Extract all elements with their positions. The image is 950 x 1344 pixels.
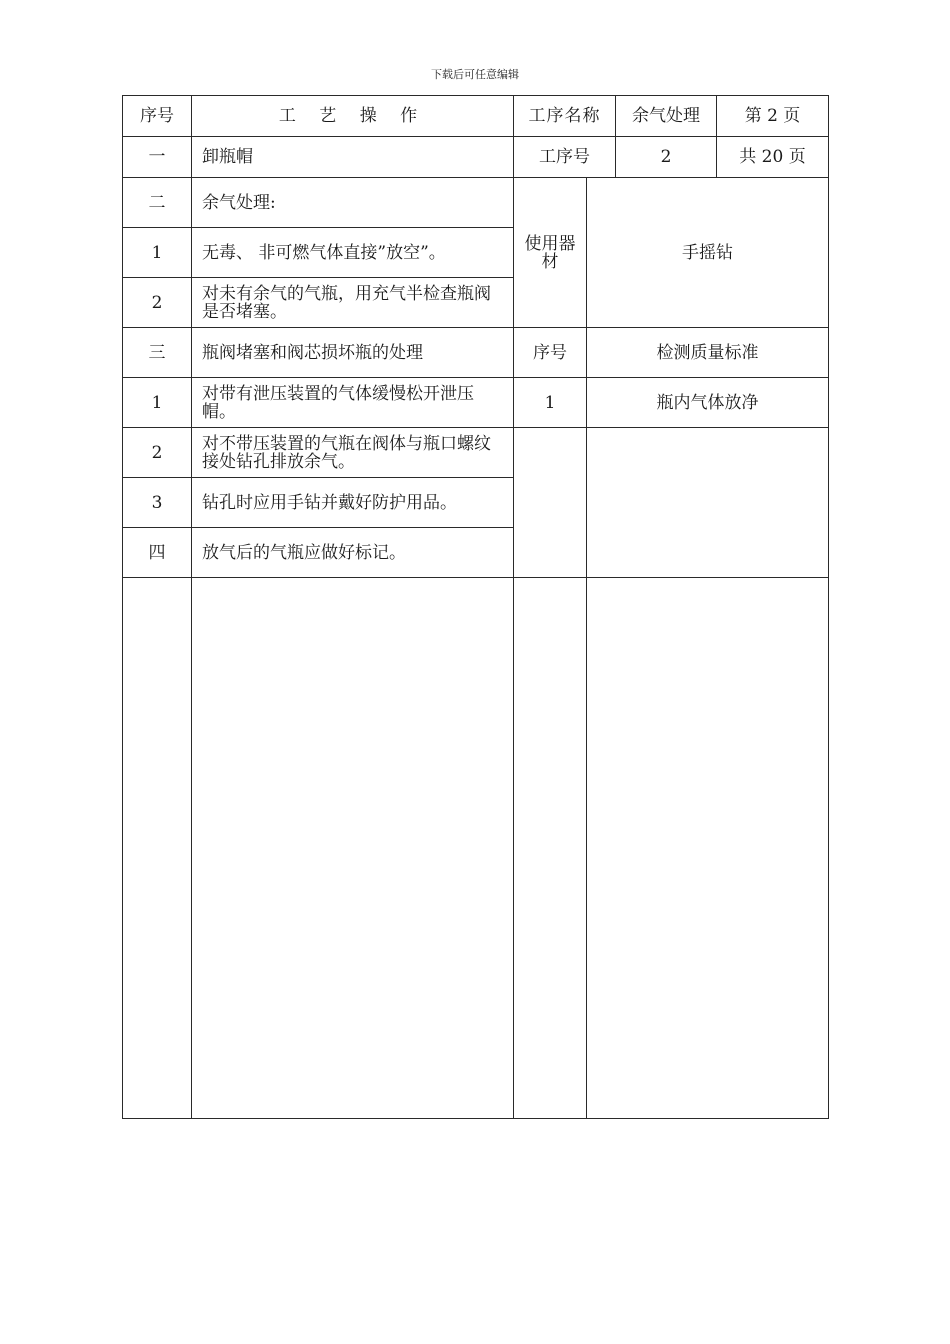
row-text: 无毒、 非可燃气体直接”放空”。 [192,228,514,278]
process-card-table [122,95,829,1119]
table-row [123,428,829,478]
row-text: 对带有泄压装置的气体缓慢松开泄压帽。 [192,378,514,428]
table-row [123,328,829,378]
blank-cell [192,578,514,1119]
blank-cell [587,578,829,1119]
blank-cell [123,578,192,1119]
row-seq: 二 [123,178,192,228]
row-seq: 一 [123,137,192,178]
row-seq: 3 [123,478,192,528]
row-seq: 2 [123,428,192,478]
process-no-label: 工序号 [514,137,616,178]
equipment-value: 手摇钻 [587,178,829,328]
quality-empty-value-cell [587,428,829,578]
equipment-label [514,178,587,328]
row-seq: 1 [123,378,192,428]
quality-seq-label: 序号 [514,328,587,378]
row-seq: 四 [123,528,192,578]
row-seq: 2 [123,278,192,328]
row-text: 卸瓶帽 [192,137,514,178]
quality-row-seq: 1 [514,378,587,428]
quality-row-value: 瓶内气体放净 [587,378,829,428]
table-row [123,178,829,228]
row-text: 对未有余气的气瓶，用充气半检查瓶阀是否堵塞。 [192,278,514,328]
col-seq-header: 序号 [123,96,192,137]
row-seq: 1 [123,228,192,278]
process-no-value: 2 [616,137,717,178]
row-text: 放气后的气瓶应做好标记。 [192,528,514,578]
table-header-row [123,96,829,137]
row-text: 钻孔时应用手钻并戴好防护用品。 [192,478,514,528]
process-name-value: 余气处理 [616,96,717,137]
quality-standard-label: 检测质量标准 [587,328,829,378]
table-row [123,378,829,428]
row-seq: 三 [123,328,192,378]
blank-row [123,578,829,1119]
row-text: 瓶阀堵塞和阀芯损坏瓶的处理 [192,328,514,378]
col-operation-header: 工 艺 操 作 [192,96,514,137]
process-name-label: 工序名称 [514,96,616,137]
table-row [123,137,829,178]
quality-empty-seq-cell [514,428,587,578]
blank-cell [514,578,587,1119]
header-note: 下载后可任意编辑 [431,68,519,81]
row-text: 余气处理: [192,178,514,228]
equipment-label-text: 使用器材 [524,233,576,272]
row-text: 对不带压装置的气瓶在阀体与瓶口螺纹接处钻孔排放余气。 [192,428,514,478]
total-pages: 共 20 页 [717,137,829,178]
page-label: 第 2 页 [717,96,829,137]
